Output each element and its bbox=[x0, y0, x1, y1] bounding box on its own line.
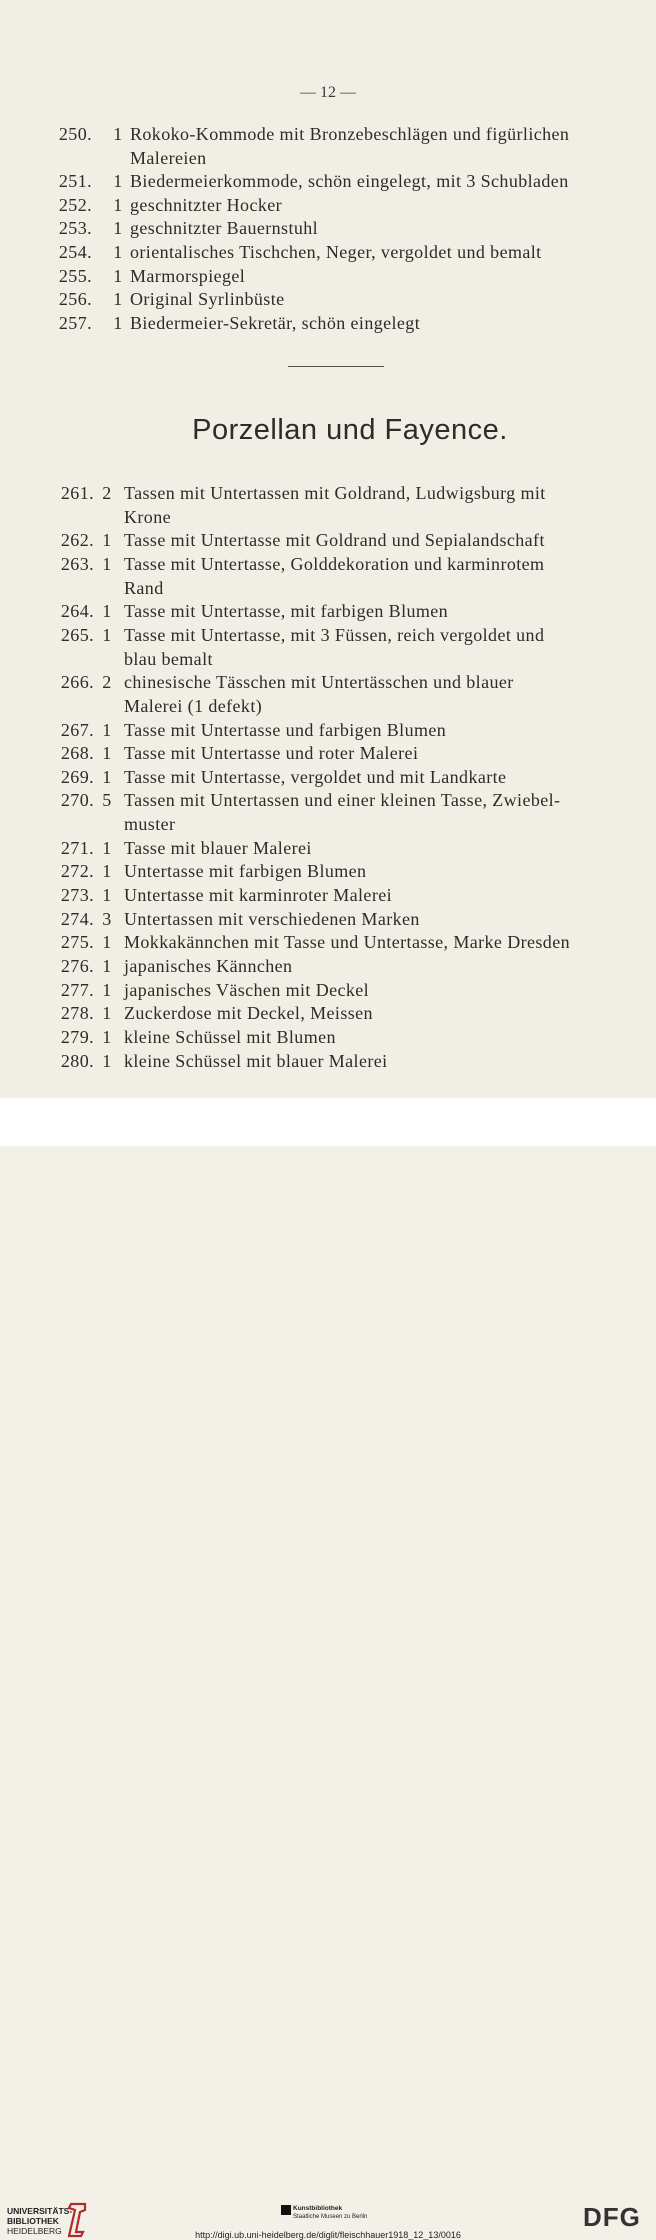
list-item bbox=[0, 311, 656, 335]
item-description: Biedermeier-Sekretär, schön eingelegt bbox=[130, 312, 421, 333]
dfg-logo[interactable]: DFG bbox=[583, 2202, 641, 2232]
item-quantity: 1 bbox=[113, 218, 123, 239]
ub-line-2: BIBLIOTHEK bbox=[7, 2216, 59, 2226]
item-quantity: 1 bbox=[102, 624, 112, 645]
list-item bbox=[0, 193, 656, 217]
item-description: Krone bbox=[124, 506, 171, 527]
item-quantity: 1 bbox=[102, 553, 112, 574]
item-description: Untertasse mit karminroter Malerei bbox=[124, 885, 393, 906]
item-quantity: 1 bbox=[102, 932, 112, 953]
item-quantity: 1 bbox=[102, 979, 112, 1000]
list-item bbox=[0, 552, 656, 599]
list-item bbox=[0, 599, 656, 623]
list-item bbox=[0, 907, 656, 931]
item-quantity: 1 bbox=[113, 312, 123, 333]
section-heading: Porzellan und Fayence. bbox=[192, 414, 508, 446]
page-url[interactable]: http://digi.ub.uni-heidelberg.de/diglit/fleischhauer1918_12_13/0016 bbox=[195, 2230, 461, 2240]
item-number: 271. bbox=[60, 837, 94, 858]
list-item bbox=[0, 836, 656, 860]
list-item bbox=[0, 287, 656, 311]
item-quantity: 2 bbox=[102, 483, 112, 503]
item-quantity: 2 bbox=[102, 672, 112, 693]
item-number: 276. bbox=[60, 956, 94, 976]
ub-line-1: UNIVERSITÄTS- bbox=[7, 2206, 73, 2216]
item-quantity: 1 bbox=[113, 242, 123, 262]
list-item bbox=[0, 765, 656, 789]
item-number: 273. bbox=[60, 885, 94, 906]
list-item bbox=[0, 859, 656, 883]
item-description: Tasse mit Untertasse, Golddekoration und karminrotem bbox=[124, 553, 545, 574]
item-number: 280. bbox=[60, 1050, 94, 1071]
item-number: 262. bbox=[60, 530, 94, 551]
list-item bbox=[0, 264, 656, 288]
item-quantity: 3 bbox=[102, 908, 112, 929]
list-item bbox=[0, 1001, 656, 1025]
item-number: 255. bbox=[58, 265, 92, 286]
item-quantity: 1 bbox=[102, 719, 112, 740]
list-item bbox=[0, 623, 656, 670]
item-description: Tasse mit Untertasse, mit 3 Füssen, reich vergoldet und bbox=[124, 624, 545, 645]
item-description: geschnitzter Hocker bbox=[130, 194, 283, 215]
item-number: 263. bbox=[60, 553, 94, 574]
museum-subtitle: Staatliche Museen zu Berlin bbox=[293, 2214, 368, 2220]
item-description: Tasse mit Untertasse und roter Malerei bbox=[124, 743, 419, 764]
item-quantity: 1 bbox=[102, 530, 112, 551]
item-description: Tasse mit Untertasse mit Goldrand und Sepialandschaft bbox=[124, 530, 545, 551]
item-description: orientalisches Tischchen, Neger, vergoldet und bemalt bbox=[130, 242, 542, 262]
item-quantity: 1 bbox=[113, 171, 123, 192]
list-item bbox=[0, 978, 656, 1002]
item-number: 261. bbox=[60, 483, 94, 503]
item-quantity: 1 bbox=[102, 861, 112, 882]
scanned-page bbox=[0, 0, 656, 1098]
list-item bbox=[0, 528, 656, 552]
item-quantity: 1 bbox=[102, 1026, 112, 1047]
item-number: 250. bbox=[58, 124, 92, 144]
list-item bbox=[0, 169, 656, 193]
item-description: Tasse mit Untertasse, vergoldet und mit Landkarte bbox=[124, 766, 507, 787]
item-description: Tassen mit Untertassen mit Goldrand, Ludwigsburg mit bbox=[124, 483, 546, 503]
item-description: Rand bbox=[124, 577, 164, 598]
item-quantity: 1 bbox=[102, 766, 112, 787]
item-description: Tasse mit blauer Malerei bbox=[124, 837, 312, 858]
item-number: 252. bbox=[58, 194, 92, 215]
item-description: muster bbox=[124, 814, 176, 835]
list-item bbox=[0, 788, 656, 835]
item-description: Rokoko-Kommode mit Bronzebeschlägen und figürlichen bbox=[130, 124, 570, 144]
item-number: 270. bbox=[60, 790, 94, 811]
list-item bbox=[0, 1025, 656, 1049]
page-number: — 12 — bbox=[300, 84, 356, 101]
list-item bbox=[0, 741, 656, 765]
item-description: Untertasse mit farbigen Blumen bbox=[124, 861, 367, 882]
item-number: 251. bbox=[58, 171, 92, 192]
item-description: kleine Schüssel mit Blumen bbox=[124, 1026, 336, 1047]
item-description: Malerei (1 defekt) bbox=[124, 695, 263, 716]
item-description: Untertassen mit verschiedenen Marken bbox=[124, 908, 420, 929]
item-number: 269. bbox=[60, 766, 94, 787]
ub-line-3: HEIDELBERG bbox=[7, 2226, 62, 2236]
item-quantity: 5 bbox=[102, 790, 112, 811]
list-item bbox=[0, 930, 656, 954]
list-item bbox=[0, 670, 656, 717]
item-description: japanisches Kännchen bbox=[124, 956, 293, 976]
item-description: Biedermeierkommode, schön eingelegt, mit 3 Schubladen bbox=[130, 171, 569, 192]
list-item bbox=[0, 1049, 656, 1073]
item-number: 274. bbox=[60, 908, 94, 929]
list-item bbox=[0, 216, 656, 240]
item-quantity: 1 bbox=[102, 885, 112, 906]
section-divider bbox=[288, 366, 384, 367]
item-description: Mokkakännchen mit Tasse und Untertasse, Marke Dresden bbox=[124, 932, 570, 953]
item-number: 265. bbox=[60, 624, 94, 645]
item-number: 268. bbox=[60, 743, 94, 764]
item-quantity: 1 bbox=[102, 601, 112, 622]
item-number: 253. bbox=[58, 218, 92, 239]
item-number: 264. bbox=[60, 601, 94, 622]
item-number: 254. bbox=[58, 242, 92, 262]
item-quantity: 1 bbox=[102, 1003, 112, 1024]
list-item bbox=[0, 481, 656, 528]
item-description: Tasse mit Untertasse und farbigen Blumen bbox=[124, 719, 447, 740]
item-quantity: 1 bbox=[102, 837, 112, 858]
footer-bar bbox=[0, 1098, 656, 2240]
list-item bbox=[0, 122, 656, 169]
item-description: geschnitzter Bauernstuhl bbox=[130, 218, 319, 239]
item-number: 257. bbox=[58, 312, 92, 333]
item-description: Original Syrlinbüste bbox=[130, 289, 285, 310]
item-number: 272. bbox=[60, 861, 94, 882]
item-description: japanisches Väschen mit Deckel bbox=[124, 979, 370, 1000]
item-description: kleine Schüssel mit blauer Malerei bbox=[124, 1050, 388, 1071]
item-description: Marmorspiegel bbox=[130, 265, 246, 286]
kunstbibliothek-logo-icon[interactable] bbox=[281, 2205, 291, 2215]
museum-title: Kunstbibliothek bbox=[293, 2205, 343, 2212]
item-number: 267. bbox=[60, 719, 94, 740]
list-item bbox=[0, 718, 656, 742]
item-quantity: 1 bbox=[113, 289, 123, 310]
item-quantity: 1 bbox=[113, 265, 123, 286]
list-item bbox=[0, 240, 656, 264]
item-number: 266. bbox=[60, 672, 94, 693]
item-number: 279. bbox=[60, 1026, 94, 1047]
kunstbibliothek-label[interactable] bbox=[293, 2205, 367, 2221]
item-quantity: 1 bbox=[102, 1050, 112, 1071]
item-description: Tassen mit Untertassen und einer kleinen Tasse, Zwiebel- bbox=[124, 790, 561, 811]
item-description: Tasse mit Untertasse, mit farbigen Blumen bbox=[124, 601, 449, 622]
item-number: 275. bbox=[60, 932, 94, 953]
item-number: 277. bbox=[60, 979, 94, 1000]
item-description: Malereien bbox=[130, 147, 207, 168]
list-item bbox=[0, 954, 656, 978]
item-quantity: 1 bbox=[113, 194, 123, 215]
item-quantity: 1 bbox=[113, 124, 123, 144]
item-number: 278. bbox=[60, 1003, 94, 1024]
item-number: 256. bbox=[58, 289, 92, 310]
item-quantity: 1 bbox=[102, 743, 112, 764]
item-description: blau bemalt bbox=[124, 648, 213, 669]
list-item bbox=[0, 883, 656, 907]
item-description: chinesische Tässchen mit Untertässchen und blauer bbox=[124, 672, 514, 693]
item-description: Zuckerdose mit Deckel, Meissen bbox=[124, 1003, 373, 1024]
item-quantity: 1 bbox=[102, 956, 112, 976]
